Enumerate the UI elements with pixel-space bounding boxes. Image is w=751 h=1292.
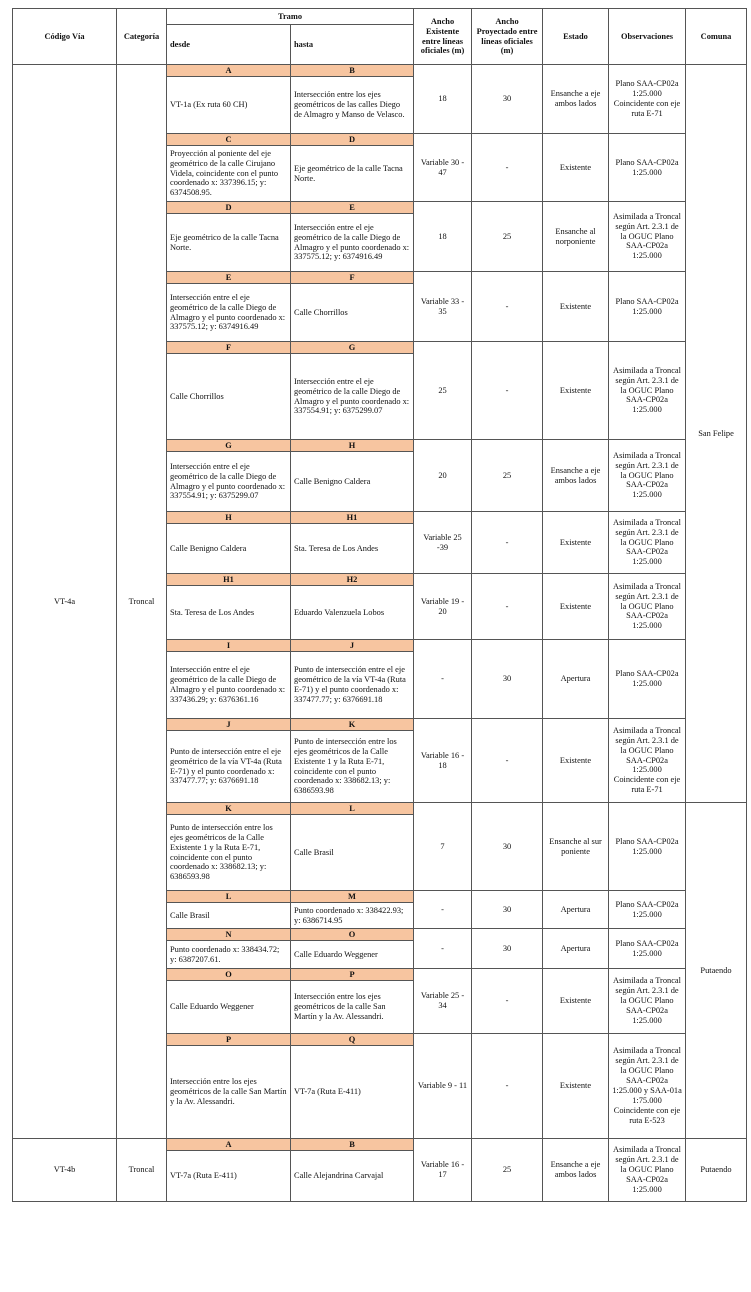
codigo-via-cell: VT-4a bbox=[13, 65, 117, 1139]
estado-cell: Existente bbox=[543, 134, 609, 202]
ancho-proyectado-cell: 30 bbox=[472, 803, 543, 891]
observaciones-cell: Plano SAA-CP02a 1:25.000 bbox=[609, 929, 686, 969]
header-estado: Estado bbox=[543, 9, 609, 65]
desde-cell: Sta. Teresa de Los Andes bbox=[167, 586, 291, 640]
comuna-cell: Putaendo bbox=[686, 1139, 747, 1202]
desde-cell: VT-7a (Ruta E-411) bbox=[167, 1151, 291, 1202]
desde-cell: Intersección entre el eje geométrico de la calle Diego de Almagro y el punto coordenado x: 337554.91; y: 6375299.07 bbox=[167, 452, 291, 512]
hasta-cell: Punto de intersección entre los ejes geométricos de la Calle Existente 1 y la Ruta E-71, coincidente con el punto coordenado x: 338682.13; y: 6386593.98 bbox=[291, 731, 414, 803]
ancho-existente-cell: Variable 25 -39 bbox=[414, 512, 472, 574]
header-tramo: Tramo bbox=[167, 9, 414, 25]
ancho-existente-cell: Variable 16 - 18 bbox=[414, 719, 472, 803]
hasta-cell: Punto coordenado x: 338422.93; y: 6386714.95 bbox=[291, 903, 414, 929]
estado-cell: Existente bbox=[543, 272, 609, 342]
ancho-existente-cell: - bbox=[414, 929, 472, 969]
ancho-existente-cell: 25 bbox=[414, 342, 472, 440]
header-hasta: hasta bbox=[291, 25, 414, 65]
label-hasta: G bbox=[291, 342, 414, 354]
ancho-existente-cell: 18 bbox=[414, 202, 472, 272]
hasta-cell: VT-7a (Ruta E-411) bbox=[291, 1046, 414, 1139]
label-hasta: J bbox=[291, 640, 414, 652]
ancho-existente-cell: 18 bbox=[414, 65, 472, 134]
observaciones-cell: Asimilada a Troncal según Art. 2.3.1 de la OGUC Plano SAA-CP02a 1:25.000 bbox=[609, 512, 686, 574]
estado-cell: Existente bbox=[543, 1034, 609, 1139]
observaciones-cell: Asimilada a Troncal según Art. 2.3.1 de la OGUC Plano SAA-CP02a 1:25.000 bbox=[609, 969, 686, 1034]
label-hasta: K bbox=[291, 719, 414, 731]
label-hasta: Q bbox=[291, 1034, 414, 1046]
ancho-existente-cell: Variable 30 - 47 bbox=[414, 134, 472, 202]
label-hasta: H bbox=[291, 440, 414, 452]
ancho-existente-cell: Variable 19 - 20 bbox=[414, 574, 472, 640]
label-hasta: O bbox=[291, 929, 414, 941]
estado-cell: Ensanche al norponiente bbox=[543, 202, 609, 272]
desde-cell: Intersección entre los ejes geométricos de la calle San Martín y la Av. Alessandri. bbox=[167, 1046, 291, 1139]
header-observaciones: Observaciones bbox=[609, 9, 686, 65]
header-ancho-proyectado: Ancho Proyectado entre líneas oficiales (m) bbox=[472, 9, 543, 65]
table-body bbox=[13, 65, 747, 1202]
label-hasta: B bbox=[291, 1139, 414, 1151]
observaciones-cell: Asimilada a Troncal según Art. 2.3.1 de la OGUC Plano SAA-CP02a 1:25.000 Coincidente con eje ruta E-71 bbox=[609, 719, 686, 803]
label-desde: L bbox=[167, 891, 291, 903]
label-desde: C bbox=[167, 134, 291, 146]
header-codigo: Código Vía bbox=[13, 9, 117, 65]
label-desde: A bbox=[167, 1139, 291, 1151]
estado-cell: Apertura bbox=[543, 640, 609, 719]
label-hasta: B bbox=[291, 65, 414, 77]
label-desde: A bbox=[167, 65, 291, 77]
estado-cell: Ensanche a eje ambos lados bbox=[543, 1139, 609, 1202]
hasta-cell: Calle Alejandrina Carvajal bbox=[291, 1151, 414, 1202]
observaciones-cell: Plano SAA-CP02a 1:25.000 bbox=[609, 803, 686, 891]
ancho-proyectado-cell: - bbox=[472, 272, 543, 342]
ancho-existente-cell: Variable 25 - 34 bbox=[414, 969, 472, 1034]
desde-cell: Punto de intersección entre los ejes geométricos de la Calle Existente 1 y la Ruta E-71, coincidente con el punto coordenado x: 338682.13; y: 6386593.98 bbox=[167, 815, 291, 891]
label-desde: H1 bbox=[167, 574, 291, 586]
label-hasta: D bbox=[291, 134, 414, 146]
ancho-proyectado-cell: 30 bbox=[472, 65, 543, 134]
label-desde: F bbox=[167, 342, 291, 354]
desde-cell: Intersección entre el eje geométrico de la calle Diego de Almagro y el punto coordenado x: 337575.12; y: 6374916.49 bbox=[167, 284, 291, 342]
ancho-proyectado-cell: - bbox=[472, 134, 543, 202]
hasta-cell: Intersección entre el eje geométrico de la calle Diego de Almagro y el punto coordenado x: 337554.91; y: 6375299.07 bbox=[291, 354, 414, 440]
observaciones-cell: Plano SAA-CP02a 1:25.000 bbox=[609, 272, 686, 342]
observaciones-cell: Plano SAA-CP02a 1:25.000 bbox=[609, 134, 686, 202]
categoria-cell: Troncal bbox=[117, 65, 167, 1139]
hasta-cell: Punto de intersección entre el eje geométrico de la vía VT-4a (Ruta E-71) y el punto coordenado x: 337477.77; y: 6376691.18 bbox=[291, 652, 414, 719]
segment-label-row bbox=[13, 65, 747, 77]
label-hasta: F bbox=[291, 272, 414, 284]
observaciones-cell: Plano SAA-CP02a 1:25.000 Coincidente con eje ruta E-71 bbox=[609, 65, 686, 134]
desde-cell: VT-1a (Ex ruta 60 CH) bbox=[167, 77, 291, 134]
desde-cell: Proyección al poniente del eje geométrico de la calle Cirujano Videla, coincidente con el punto coordenado x: 337396.15; y: 6374508.95. bbox=[167, 146, 291, 202]
hasta-cell: Intersección entre los ejes geométricos de la calle San Martín y la Av. Alessandri. bbox=[291, 981, 414, 1034]
ancho-proyectado-cell: 30 bbox=[472, 640, 543, 719]
comuna-cell: San Felipe bbox=[686, 65, 747, 803]
hasta-cell: Calle Brasil bbox=[291, 815, 414, 891]
observaciones-cell: Asimilada a Troncal según Art. 2.3.1 de la OGUC Plano SAA-CP02a 1:25.000 bbox=[609, 342, 686, 440]
codigo-via-cell: VT-4b bbox=[13, 1139, 117, 1202]
ancho-existente-cell: Variable 33 - 35 bbox=[414, 272, 472, 342]
categoria-cell: Troncal bbox=[117, 1139, 167, 1202]
ancho-proyectado-cell: - bbox=[472, 969, 543, 1034]
label-hasta: E bbox=[291, 202, 414, 214]
ancho-proyectado-cell: - bbox=[472, 342, 543, 440]
ancho-existente-cell: - bbox=[414, 640, 472, 719]
ancho-existente-cell: 7 bbox=[414, 803, 472, 891]
observaciones-cell: Asimilada a Troncal según Art. 2.3.1 de la OGUC Plano SAA-CP02a 1:25.000 bbox=[609, 1139, 686, 1202]
ancho-existente-cell: Variable 16 - 17 bbox=[414, 1139, 472, 1202]
hasta-cell: Intersección entre los ejes geométricos de las calles Diego de Almagro y Manso de Velasco. bbox=[291, 77, 414, 134]
header-categoria: Categoría bbox=[117, 9, 167, 65]
header-comuna: Comuna bbox=[686, 9, 747, 65]
estado-cell: Existente bbox=[543, 574, 609, 640]
label-hasta: H1 bbox=[291, 512, 414, 524]
label-desde: G bbox=[167, 440, 291, 452]
estado-cell: Existente bbox=[543, 969, 609, 1034]
desde-cell: Punto de intersección entre el eje geométrico de la vía VT-4a (Ruta E-71) y el punto coordenado x: 337477.77; y: 6376691.18 bbox=[167, 731, 291, 803]
label-desde: P bbox=[167, 1034, 291, 1046]
estado-cell: Apertura bbox=[543, 929, 609, 969]
hasta-cell: Calle Benigno Caldera bbox=[291, 452, 414, 512]
ancho-existente-cell: - bbox=[414, 891, 472, 929]
label-desde: N bbox=[167, 929, 291, 941]
vias-table bbox=[12, 8, 747, 1202]
label-desde: K bbox=[167, 803, 291, 815]
ancho-proyectado-cell: - bbox=[472, 512, 543, 574]
observaciones-cell: Asimilada a Troncal según Art. 2.3.1 de la OGUC Plano SAA-CP02a 1:25.000 y SAA-01a 1:75.000 Coincidente con eje ruta E-523 bbox=[609, 1034, 686, 1139]
observaciones-cell: Plano SAA-CP02a 1:25.000 bbox=[609, 891, 686, 929]
label-desde: D bbox=[167, 202, 291, 214]
header-desde: desde bbox=[167, 25, 291, 65]
segment-label-row bbox=[13, 1139, 747, 1151]
estado-cell: Existente bbox=[543, 512, 609, 574]
label-hasta: M bbox=[291, 891, 414, 903]
observaciones-cell: Asimilada a Troncal según Art. 2.3.1 de la OGUC Plano SAA-CP02a 1:25.000 bbox=[609, 440, 686, 512]
estado-cell: Existente bbox=[543, 342, 609, 440]
ancho-proyectado-cell: 30 bbox=[472, 891, 543, 929]
ancho-proyectado-cell: 25 bbox=[472, 1139, 543, 1202]
label-hasta: P bbox=[291, 969, 414, 981]
estado-cell: Ensanche a eje ambos lados bbox=[543, 65, 609, 134]
vias-table-container bbox=[12, 8, 746, 1202]
label-hasta: L bbox=[291, 803, 414, 815]
estado-cell: Ensanche al sur poniente bbox=[543, 803, 609, 891]
hasta-cell: Calle Eduardo Weggener bbox=[291, 941, 414, 969]
label-desde: E bbox=[167, 272, 291, 284]
ancho-proyectado-cell: - bbox=[472, 574, 543, 640]
label-hasta: H2 bbox=[291, 574, 414, 586]
label-desde: I bbox=[167, 640, 291, 652]
ancho-proyectado-cell: 30 bbox=[472, 929, 543, 969]
estado-cell: Existente bbox=[543, 719, 609, 803]
hasta-cell: Calle Chorrillos bbox=[291, 284, 414, 342]
comuna-cell: Putaendo bbox=[686, 803, 747, 1139]
desde-cell: Calle Chorrillos bbox=[167, 354, 291, 440]
desde-cell: Calle Eduardo Weggener bbox=[167, 981, 291, 1034]
desde-cell: Punto coordenado x: 338434.72; y: 6387207.61. bbox=[167, 941, 291, 969]
ancho-proyectado-cell: 25 bbox=[472, 440, 543, 512]
hasta-cell: Eduardo Valenzuela Lobos bbox=[291, 586, 414, 640]
observaciones-cell: Asimilada a Troncal según Art. 2.3.1 de la OGUC Plano SAA-CP02a 1:25.000 bbox=[609, 574, 686, 640]
hasta-cell: Sta. Teresa de Los Andes bbox=[291, 524, 414, 574]
observaciones-cell: Asimilada a Troncal según Art. 2.3.1 de la OGUC Plano SAA-CP02a 1:25.000 bbox=[609, 202, 686, 272]
label-desde: H bbox=[167, 512, 291, 524]
label-desde: O bbox=[167, 969, 291, 981]
ancho-proyectado-cell: - bbox=[472, 719, 543, 803]
observaciones-cell: Plano SAA-CP02a 1:25.000 bbox=[609, 640, 686, 719]
ancho-proyectado-cell: - bbox=[472, 1034, 543, 1139]
label-desde: J bbox=[167, 719, 291, 731]
estado-cell: Ensanche a eje ambos lados bbox=[543, 440, 609, 512]
desde-cell: Eje geométrico de la calle Tacna Norte. bbox=[167, 214, 291, 272]
ancho-proyectado-cell: 25 bbox=[472, 202, 543, 272]
hasta-cell: Intersección entre el eje geométrico de la calle Diego de Almagro y el punto coordenado x: 337575.12; y: 6374916.49 bbox=[291, 214, 414, 272]
desde-cell: Calle Brasil bbox=[167, 903, 291, 929]
ancho-existente-cell: Variable 9 - 11 bbox=[414, 1034, 472, 1139]
desde-cell: Calle Benigno Caldera bbox=[167, 524, 291, 574]
desde-cell: Intersección entre el eje geométrico de la calle Diego de Almagro y el punto coordenado x: 337436.29; y: 6376361.16 bbox=[167, 652, 291, 719]
hasta-cell: Eje geométrico de la calle Tacna Norte. bbox=[291, 146, 414, 202]
estado-cell: Apertura bbox=[543, 891, 609, 929]
header-ancho-existente: Ancho Existente entre líneas oficiales (m) bbox=[414, 9, 472, 65]
ancho-existente-cell: 20 bbox=[414, 440, 472, 512]
